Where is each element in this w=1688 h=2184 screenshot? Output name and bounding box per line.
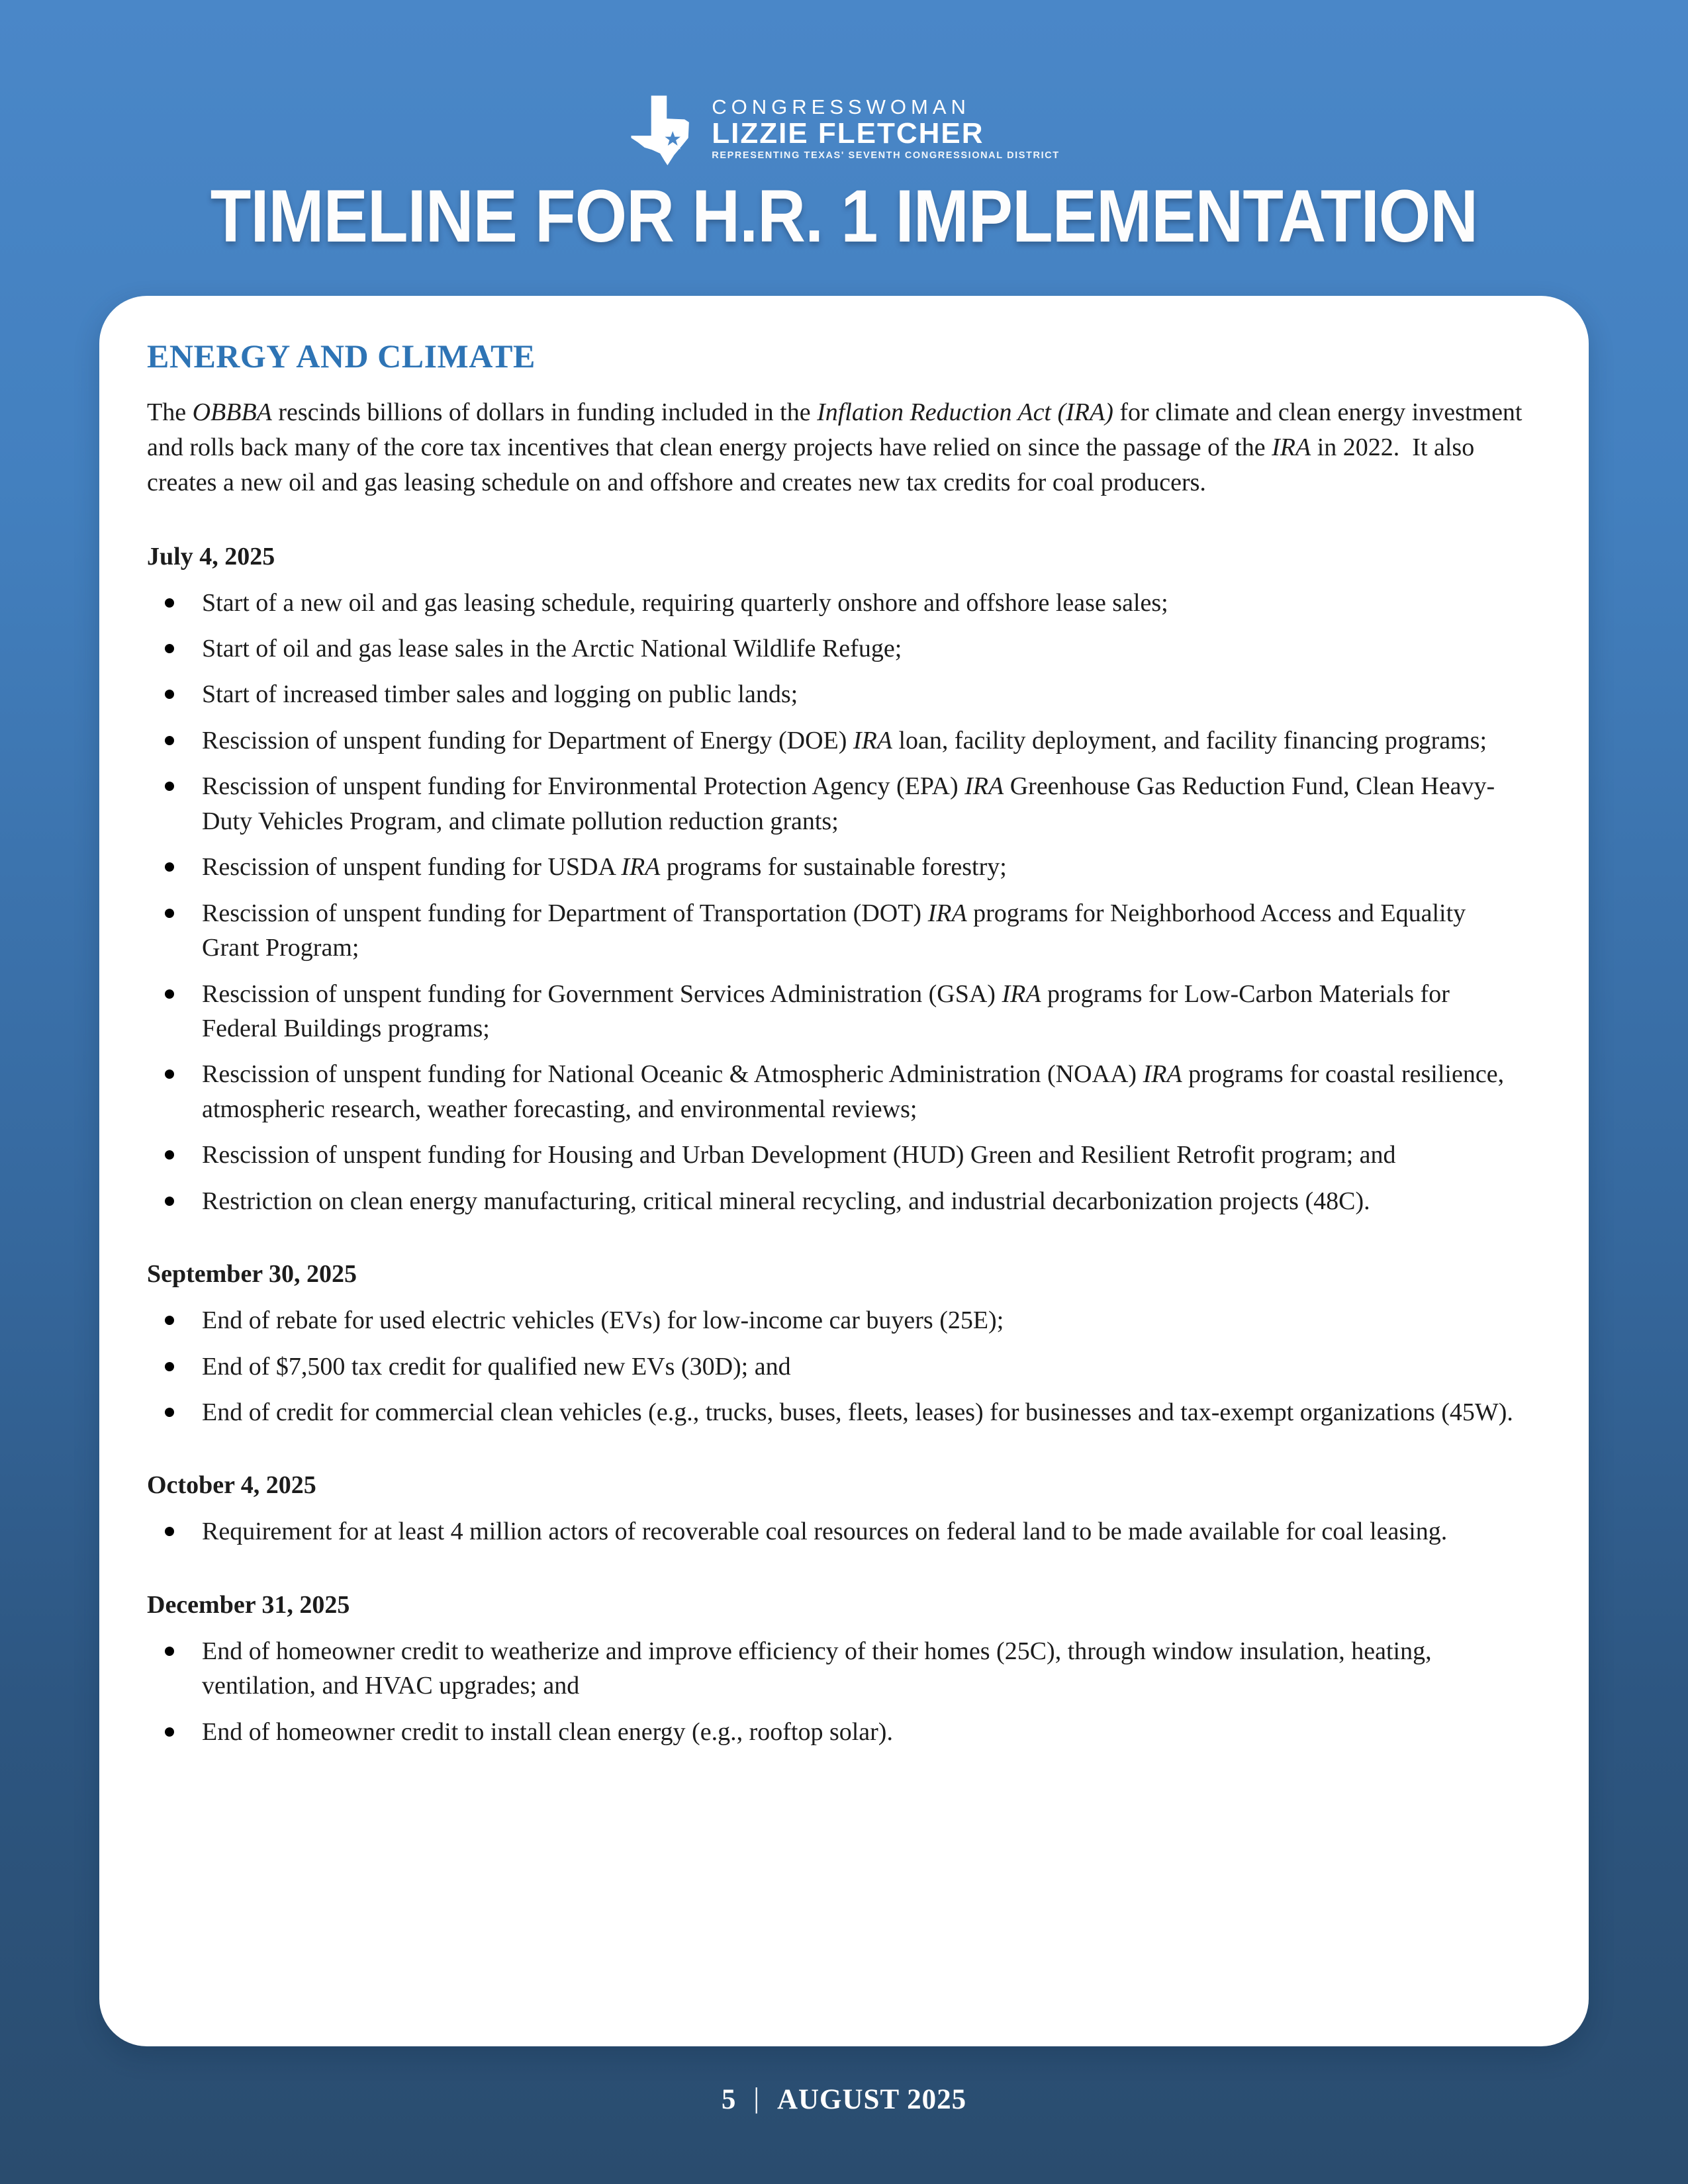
congresswoman-logo [0, 93, 1688, 167]
date-heading: October 4, 2025 [147, 1471, 316, 1500]
plain-text: End of homeowner credit to install clean energy (e.g., rooftop solar). [202, 1717, 893, 1746]
date-heading: September 30, 2025 [147, 1260, 357, 1289]
plain-text: loan, facility deployment, and facility financing programs; [892, 726, 1487, 754]
logo-text [712, 97, 1060, 162]
plain-text: programs for Neighborhood Access and Equality Grant Program; [202, 899, 1466, 962]
italic-text: IRA [964, 772, 1004, 801]
italic-text: IRA [1002, 979, 1041, 1008]
plain-text: for climate and clean energy investment and rolls back many of the core tax incentives that clean energy projects have relied on since the passage of the [147, 398, 1523, 462]
plain-text: Rescission of unspent funding for National Oceanic & Atmospheric Administration (NOAA) [202, 1060, 1143, 1089]
plain-text: Start of increased timber sales and logging on public lands; [202, 680, 798, 709]
italic-text: Inflation Reduction Act (IRA) [817, 398, 1113, 426]
plain-text: End of credit for commercial clean vehicles (e.g., trucks, buses, fleets, leases) for businesses and tax-exempt organizations (45W). [202, 1398, 1513, 1426]
bullet-item [147, 1715, 1528, 1749]
plain-text: The [147, 398, 193, 426]
plain-text: Restriction on clean energy manufacturing, critical mineral recycling, and industrial decarbonization projects (48C). [202, 1187, 1370, 1215]
plain-text: Greenhouse Gas Reduction Fund, Clean Heavy-Duty Vehicles Program, and climate pollution reduction grants; [202, 772, 1495, 835]
bullet-item [147, 850, 1528, 884]
plain-text: Rescission of unspent funding for Government Services Administration (GSA) [202, 979, 1002, 1008]
bullet-list [147, 1514, 1528, 1549]
plain-text: End of rebate for used electric vehicles (EVs) for low-income car buyers (25E); [202, 1306, 1004, 1335]
bullet-item [147, 769, 1528, 839]
footer-issue-date: AUGUST 2025 [776, 2084, 967, 2115]
bullet-item [147, 586, 1528, 620]
date-heading: July 4, 2025 [147, 542, 275, 570]
italic-text: IRA [1143, 1060, 1182, 1089]
intro-paragraph [147, 395, 1528, 501]
bullet-list [147, 586, 1528, 1219]
bullet-list [147, 1634, 1528, 1749]
date-section [147, 1259, 1528, 1430]
plain-text: Start of a new oil and gas leasing schedule, requiring quarterly onshore and offshore lease sales; [202, 588, 1168, 617]
timeline-sections [147, 542, 1528, 1750]
italic-text: OBBBA [192, 398, 272, 426]
bullet-item [147, 896, 1528, 966]
bullet-item [147, 1349, 1528, 1384]
bullet-item [147, 1138, 1528, 1172]
logo-line-name: LIZZIE FLETCHER [712, 117, 984, 150]
italic-text: IRA [621, 853, 661, 882]
date-section [147, 1590, 1528, 1749]
plain-text: programs for coastal resilience, atmospheric research, weather forecasting, and environmental reviews; [202, 1060, 1505, 1123]
texas-icon [628, 93, 702, 167]
bullet-item [147, 677, 1528, 711]
bullet-item [147, 723, 1528, 758]
plain-text: rescinds billions of dollars in funding included in the [271, 398, 818, 426]
plain-text: End of homeowner credit to weatherize and improve efficiency of their homes (25C), through window insulation, heating, ventilation, and HVAC upgrades; and [202, 1637, 1432, 1700]
plain-text: programs for Low-Carbon Materials for Federal Buildings programs; [202, 979, 1450, 1042]
bullet-item [147, 1634, 1528, 1704]
plain-text: Rescission of unspent funding for Department of Energy (DOE) [202, 726, 853, 754]
logo-line-district: REPRESENTING TEXAS' SEVENTH CONGRESSIONAL DISTRICT [712, 150, 1060, 161]
italic-text: IRA [927, 899, 967, 927]
page-footer [0, 2083, 1688, 2116]
plain-text: Rescission of unspent funding for Housing and Urban Development (HUD) Green and Resilient Retrofit program; and [202, 1141, 1396, 1169]
bullet-item [147, 1395, 1528, 1430]
bullet-item [147, 1303, 1528, 1338]
bullet-list [147, 1303, 1528, 1430]
date-section [147, 1471, 1528, 1549]
content-card [99, 296, 1589, 2046]
bullet-item [147, 977, 1528, 1046]
plain-text: Rescission of unspent funding for Department of Transportation (DOT) [202, 899, 928, 927]
page-title: TIMELINE FOR H.R. 1 IMPLEMENTATION [210, 175, 1478, 257]
bullet-item [147, 1514, 1528, 1549]
italic-text: IRA [1272, 433, 1311, 462]
bullet-item [147, 1057, 1528, 1126]
plain-text: in 2022. It also creates a new oil and gas leasing schedule on and offshore and creates new tax credits for coal producers. [147, 433, 1475, 497]
plain-text: programs for sustainable forestry; [660, 853, 1007, 882]
plain-text: Start of oil and gas lease sales in the Arctic National Wildlife Refuge; [202, 635, 902, 662]
italic-text: IRA [853, 726, 892, 754]
bullet-item [147, 631, 1528, 666]
footer-divider: | [753, 2083, 760, 2114]
logo-line-congresswoman: CONGRESSWOMAN [712, 95, 970, 119]
plain-text: Rescission of unspent funding for USDA [202, 853, 622, 882]
plain-text: Requirement for at least 4 million actors of recoverable coal resources on federal land to be made available for coal leasing. [202, 1518, 1448, 1546]
plain-text: End of $7,500 tax credit for qualified new EVs (30D); and [202, 1352, 791, 1381]
footer-page-number: 5 [721, 2084, 737, 2115]
section-heading: ENERGY AND CLIMATE [147, 338, 536, 375]
plain-text: Rescission of unspent funding for Environmental Protection Agency (EPA) [202, 772, 965, 801]
date-section [147, 542, 1528, 1219]
date-heading: December 31, 2025 [147, 1590, 350, 1619]
bullet-item [147, 1184, 1528, 1218]
